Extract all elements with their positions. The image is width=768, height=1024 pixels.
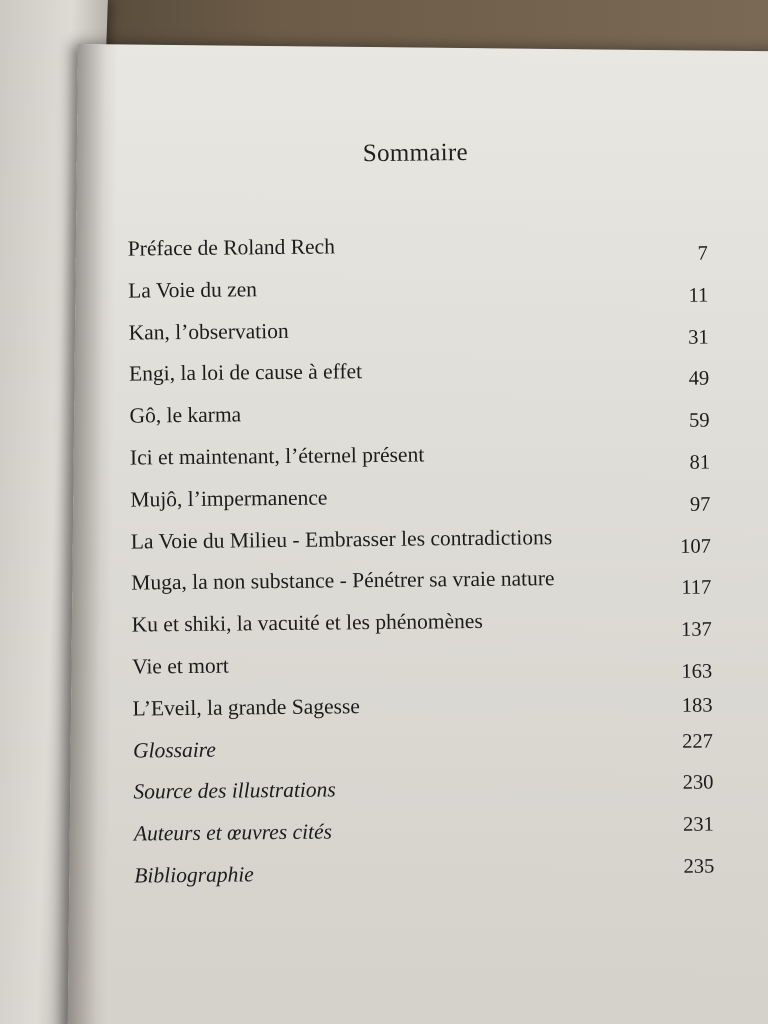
toc-entry	[133, 732, 713, 780]
toc-entry-page-number: 163	[681, 660, 713, 683]
toc-entry-page-number: 183	[681, 694, 713, 717]
toc-entry-label: La Voie du zen	[128, 277, 258, 303]
toc-entry	[129, 356, 709, 404]
toc-entry-page-number: 11	[688, 284, 709, 307]
toc-entry	[132, 607, 712, 655]
toc-entry-page-number: 117	[681, 576, 712, 600]
toc-entry-page-number: 227	[682, 730, 714, 753]
toc-entry	[132, 690, 712, 738]
toc-entry-page-number: 31	[688, 326, 709, 349]
toc-entry-label: Muga, la non substance - Pénétrer sa vraie nature	[131, 566, 555, 595]
toc-entry	[133, 813, 714, 864]
toc-entry	[129, 314, 709, 362]
page-content	[76, 44, 768, 1024]
toc-entry	[130, 439, 710, 487]
toc-entry-label: Engi, la loi de cause à effet	[128, 359, 363, 386]
toc-entry	[133, 771, 714, 822]
toc-entry-label: Kan, l’observation	[128, 318, 289, 345]
toc-entry-label: Ici et maintenant, l’éternel présent	[129, 442, 425, 470]
toc-entry-page-number: 49	[688, 367, 710, 391]
book-page	[68, 44, 768, 1024]
toc-entry-label: Préface de Roland Rech	[127, 234, 336, 261]
toc-entry-label: Auteurs et œuvres cités	[133, 819, 333, 846]
table-of-contents	[128, 231, 715, 906]
toc-entry	[130, 481, 710, 529]
toc-entry	[131, 565, 711, 613]
toc-entry-label: Vie et mort	[132, 653, 229, 679]
toc-entry-page-number: 230	[682, 771, 714, 795]
toc-entry	[128, 272, 708, 320]
toc-entry	[134, 857, 714, 905]
toc-entry-label: Ku et shiki, la vacuité et les phénomènes	[131, 609, 483, 637]
toc-entry-page-number: 81	[689, 451, 711, 474]
toc-entry-label: Source des illustrations	[133, 777, 336, 804]
toc-entry-page-number: 137	[680, 618, 712, 641]
toc-entry-label: Gô, le karma	[129, 402, 242, 428]
toc-entry-page-number: 107	[680, 535, 712, 558]
toc-entry-page-number: 59	[688, 409, 710, 432]
toc-entry-label: Bibliographie	[134, 862, 254, 888]
toc-entry-page-number: 7	[697, 242, 708, 265]
toc-entry-label: La Voie du Milieu - Embrasser les contradictions	[130, 524, 553, 554]
toc-entry	[129, 398, 709, 446]
toc-entry	[132, 648, 712, 696]
toc-entry	[128, 231, 708, 279]
toc-entry-page-number: 97	[689, 493, 711, 516]
toc-entry-label: Glossaire	[132, 737, 216, 763]
toc-entry-label: L’Eveil, la grande Sagesse	[132, 693, 360, 721]
toc-entry	[131, 523, 711, 571]
toc-entry-page-number: 231	[682, 813, 714, 836]
toc-entry-page-number: 235	[683, 855, 715, 878]
toc-entry-label: Mujô, l’impermanence	[130, 485, 328, 512]
page-title: Sommaire	[362, 139, 469, 168]
